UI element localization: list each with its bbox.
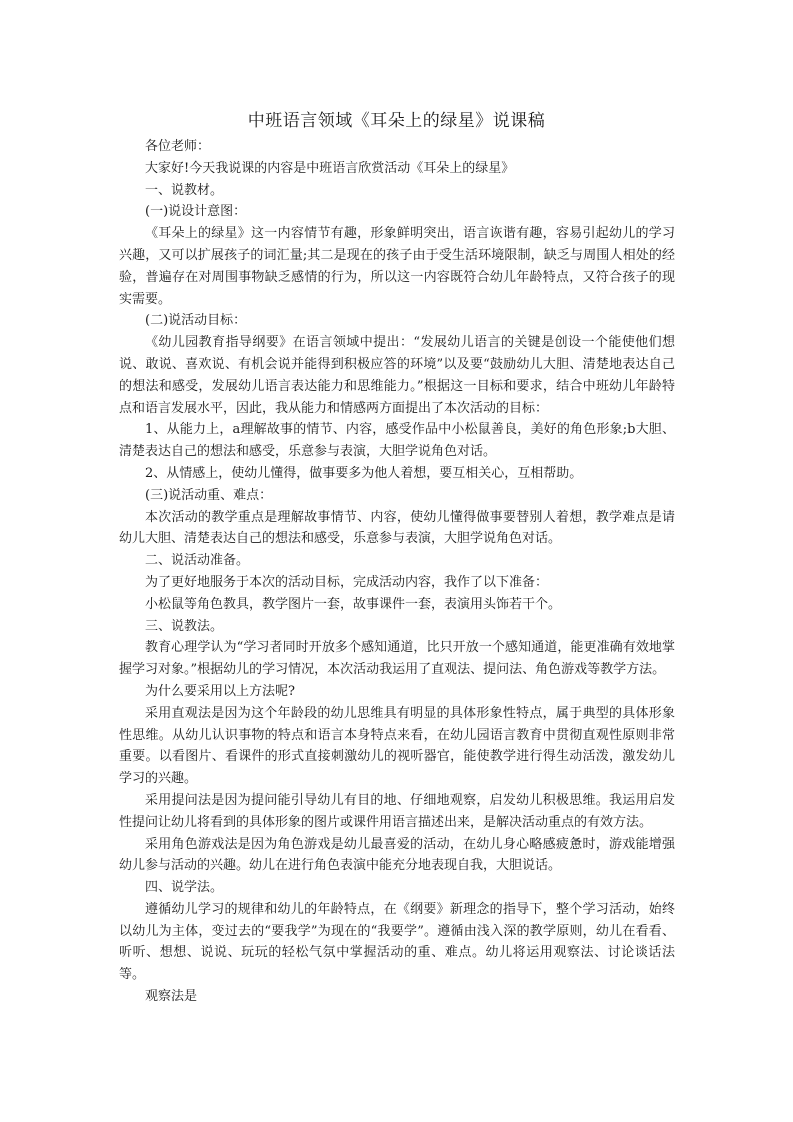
paragraph: 2、从情感上，使幼儿懂得，做事要多为他人着想，要互相关心，互相帮助。 (145, 465, 583, 481)
paragraph: (三)说活动重、难点： (145, 487, 273, 503)
paragraph: (二)说活动目标： (145, 313, 247, 329)
paragraph: 教育心理学认为“学习者同时开放多个感知通道，比只开放一个感知通道，能更准确有效地掌握学习对象。”根据幼儿的学习情况，本次活动我运用了直观法、提问法、角色游戏等教学方法。 (119, 640, 675, 678)
paragraph: 《幼儿园教育指导纲要》在语言领域中提出：“发展幼儿语言的关键是创设一个能使他们想说、敢说、喜欢说、有机会说并能得到积极应答的环境”以及要“鼓励幼儿大胆、清楚地表达自己的想法和感受，发展幼儿语言表达能力和思维能力。”根据这一目标和要求，结合中班幼儿年龄特点和语言发展水平，因此，我从能力和情感两方面提出了本次活动的目标： (119, 335, 675, 416)
document-body (119, 136, 675, 1008)
paragraph: 一、说教材。 (145, 182, 224, 198)
paragraph: 采用直观法是因为这个年龄段的幼儿思维具有明显的具体形象性特点，属于典型的具体形象性思维。从幼儿认识事物的特点和语言本身特点来看，在幼儿园语言教育中贯彻直观性原则非常重要。以看图片、看课件的形式直接刺激幼儿的视听器官，能使教学进行得生动活泼，激发幼儿学习的兴趣。 (119, 705, 675, 787)
paragraph: 采用提问法是因为提问能引导幼儿有目的地、仔细地观察，启发幼儿积极思维。我运用启发性提问让幼儿将看到的具体形象的图片或课件用语言描述出来，是解决活动重点的有效方法。 (119, 792, 675, 830)
paragraph: 观察法是 (145, 989, 198, 1005)
document-title: 中班语言领域《耳朵上的绿星》说课稿 (247, 111, 546, 131)
paragraph: 本次活动的教学重点是理解故事情节、内容，使幼儿懂得做事要替别人着想，教学难点是请幼儿大胆、清楚表达自己的想法和感受，乐意参与表演，大胆学说角色对话。 (119, 509, 675, 547)
paragraph: 大家好!今天我说课的内容是中班语言欣赏活动《耳朵上的绿星》 (145, 160, 515, 176)
paragraph: 为了更好地服务于本次的活动目标，完成活动内容，我作了以下准备： (145, 574, 549, 590)
paragraph: 采用角色游戏法是因为角色游戏是幼儿最喜爱的活动，在幼儿身心略感疲惫时，游戏能增强幼儿参与活动的兴趣。幼儿在进行角色表演中能充分地表现自我，大胆说话。 (119, 836, 675, 874)
paragraph: 遵循幼儿学习的规律和幼儿的年龄特点，在《纲要》新理念的指导下，整个学习活动，始终以幼儿为主体，变过去的“要我学”为现在的“我要学”。遵循由浅入深的教学原则，幼儿在看看、听听、想想、说说、玩玩的轻松气氛中掌握活动的重、难点。幼儿将运用观察法、讨论谈话法等。 (119, 901, 675, 983)
paragraph: 《耳朵上的绿星》这一内容情节有趣，形象鲜明突出，语言诙谐有趣，容易引起幼儿的学习兴趣，又可以扩展孩子的词汇量;其二是现在的孩子由于受生活环境限制，缺乏与周围人相处的经验，普遍存在对周围事物缺乏感情的行为，所以这一内容既符合幼儿年龄特点，又符合孩子的现实需要。 (119, 226, 675, 307)
paragraph: 各位老师： (145, 139, 211, 154)
paragraph: 四、说学法。 (145, 880, 224, 896)
paragraph: 三、说教法。 (145, 618, 224, 634)
paragraph: 1、从能力上，a理解故事的情节、内容，感受作品中小松鼠善良，美好的角色形象;b大胆、清楚表达自己的想法和感受，乐意参与表演，大胆学说角色对话。 (119, 422, 675, 460)
paragraph: 二、说活动准备。 (145, 553, 250, 569)
paragraph: 为什么要采用以上方法呢? (145, 683, 295, 699)
paragraph: (一)说设计意图： (145, 204, 247, 220)
paragraph: 小松鼠等角色教具，教学图片一套，故事课件一套，表演用头饰若干个。 (145, 596, 562, 612)
